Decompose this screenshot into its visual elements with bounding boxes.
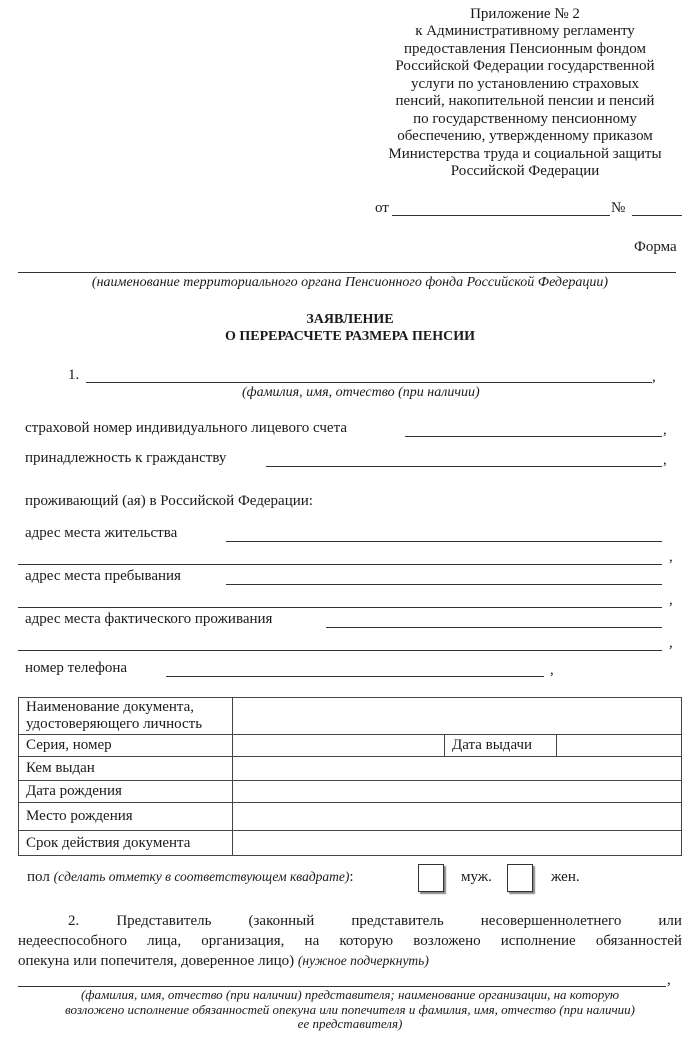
- comma: ,: [550, 662, 554, 678]
- female-checkbox[interactable]: [507, 864, 533, 892]
- phone-field[interactable]: [166, 676, 544, 677]
- annex-line: предоставления Пенсионным фондом: [404, 41, 646, 57]
- snils-field[interactable]: [405, 436, 662, 437]
- table-label-cell: Место рождения: [19, 803, 233, 831]
- citizenship-field[interactable]: [266, 466, 662, 467]
- actual-address-field-2[interactable]: [18, 650, 662, 651]
- document-validity-input[interactable]: [233, 831, 682, 856]
- comma: ,: [669, 635, 673, 651]
- residence-address-field-2[interactable]: [18, 564, 662, 565]
- section2-line1: [68, 912, 682, 930]
- word: лица,: [147, 933, 182, 949]
- section1-number: 1.: [68, 367, 80, 383]
- caption-line: ее представителя): [297, 1016, 403, 1031]
- male-label: муж.: [461, 869, 492, 885]
- annex-line: Российской Федерации: [450, 163, 600, 179]
- word: недееспособного: [18, 933, 127, 949]
- territorial-body-field[interactable]: [18, 272, 676, 273]
- stay-address-field-2[interactable]: [18, 607, 662, 608]
- annex-line: к Административному регламенту: [415, 23, 635, 39]
- table-label-cell: Наименование документа, удостоверяющего личность: [19, 698, 233, 735]
- word: 2.: [68, 913, 80, 929]
- comma: ,: [663, 422, 667, 438]
- word: обязанностей: [595, 933, 682, 949]
- order-date-field[interactable]: [392, 215, 610, 216]
- word: представитель: [351, 913, 444, 929]
- table-label-cell: Срок действия документа: [19, 831, 233, 856]
- table-row: [19, 757, 682, 781]
- word: которую: [339, 933, 394, 949]
- underline-hint: (нужное подчеркнуть): [297, 953, 429, 968]
- gender-label: пол: [27, 869, 50, 885]
- table-label-cell: Дата выдачи: [445, 735, 557, 757]
- male-checkbox[interactable]: [418, 864, 444, 892]
- comma: ,: [652, 369, 656, 385]
- caption-line: возложено исполнение обязанностей опекуна или попечителя и фамилия, имя, отчество (при наличии): [65, 1001, 635, 1017]
- document-title: ЗАЯВЛЕНИЕ: [306, 312, 394, 327]
- actual-address-field[interactable]: [326, 627, 662, 628]
- annex-line: пенсий, накопительной пенсии и пенсий: [395, 93, 655, 109]
- stay-address-label: адрес места пребывания: [25, 568, 181, 584]
- word: (законный: [248, 913, 315, 929]
- residence-address-field[interactable]: [226, 541, 662, 542]
- annex-line: Министерства труда и социальной защиты: [388, 146, 662, 162]
- full-name-caption: (фамилия, имя, отчество (при наличии): [242, 385, 480, 400]
- table-row: [19, 831, 682, 856]
- caption-line: (фамилия, имя, отчество (при наличии) представителя; наименование организации, на которую: [80, 987, 620, 1002]
- birth-place-input[interactable]: [233, 803, 682, 831]
- section2-line3: [18, 952, 429, 970]
- word: несовершеннолетнего: [480, 913, 622, 929]
- phone-label: номер телефона: [25, 660, 128, 676]
- document-name-input[interactable]: [233, 698, 682, 735]
- stay-address-field[interactable]: [226, 584, 662, 585]
- annex-line: обеспечению, утвержденному приказом: [397, 128, 653, 144]
- series-number-input[interactable]: [233, 735, 445, 757]
- id-document-table: [18, 697, 682, 856]
- document-subtitle: О ПЕРЕРАСЧЕТЕ РАЗМЕРА ПЕНСИИ: [224, 329, 476, 344]
- table-row: [19, 781, 682, 803]
- word: исполнение: [500, 933, 576, 949]
- order-date-prefix: от: [375, 200, 389, 216]
- territorial-body-caption: (наименование территориального органа Пенсионного фонда Российской Федерации): [91, 275, 609, 290]
- comma: ,: [669, 592, 673, 608]
- word: на: [304, 933, 320, 949]
- table-label-cell: Кем выдан: [19, 757, 233, 781]
- section2-line2: [18, 932, 682, 950]
- comma: ,: [663, 452, 667, 468]
- female-label: жен.: [551, 869, 580, 885]
- table-row: [19, 698, 682, 735]
- table-row: [19, 735, 682, 757]
- gender-colon: :: [349, 869, 354, 885]
- table-label-cell: Дата рождения: [19, 781, 233, 803]
- table-row: [19, 803, 682, 831]
- word: Представитель: [116, 913, 212, 929]
- word: или: [658, 913, 682, 929]
- gender-row: [27, 868, 354, 886]
- snils-label: страховой номер индивидуального лицевого счета: [25, 420, 347, 436]
- order-number-field[interactable]: [632, 215, 682, 216]
- residing-label: проживающий (ая) в Российской Федерации:: [25, 493, 313, 509]
- comma: ,: [667, 972, 671, 988]
- citizenship-label: принадлежность к гражданству: [25, 450, 227, 466]
- issue-date-input[interactable]: [557, 735, 682, 757]
- comma: ,: [669, 549, 673, 565]
- actual-address-label: адрес места фактического проживания: [25, 611, 273, 627]
- annex-line: Российской Федерации государственной: [395, 58, 655, 74]
- word: организация,: [201, 933, 285, 949]
- birth-date-input[interactable]: [233, 781, 682, 803]
- order-number-sign: №: [611, 200, 626, 216]
- representative-caption: [0, 988, 700, 1032]
- annex-line: по государственному пенсионному: [413, 111, 637, 127]
- residence-address-label: адрес места жительства: [25, 525, 178, 541]
- annex-line: услуги по установлению страховых: [410, 76, 640, 92]
- issued-by-input[interactable]: [233, 757, 682, 781]
- representative-types: опекуна или попечителя, доверенное лицо): [18, 953, 295, 969]
- table-label-cell: Серия, номер: [19, 735, 233, 757]
- full-name-field[interactable]: [86, 382, 652, 383]
- word: возложено: [413, 933, 481, 949]
- form-label: Форма: [634, 239, 677, 255]
- gender-hint: (сделать отметку в соответствующем квадрате): [53, 869, 350, 884]
- annex-line: Приложение № 2: [470, 6, 580, 22]
